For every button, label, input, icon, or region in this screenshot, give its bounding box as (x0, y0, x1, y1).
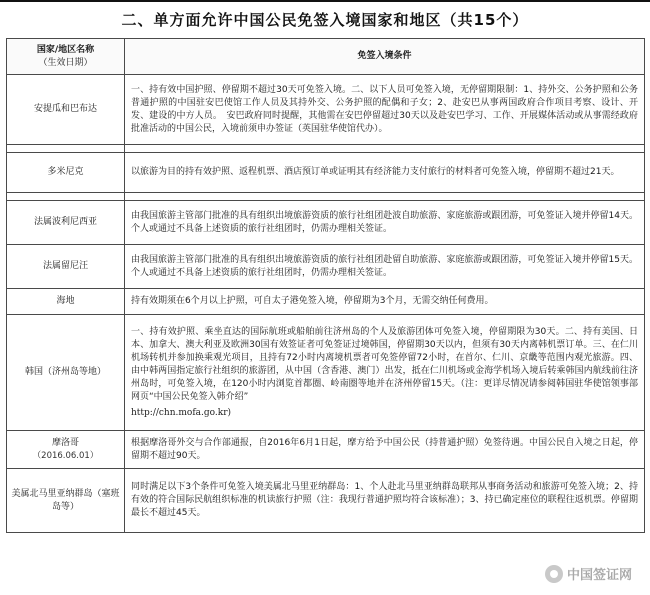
watermark (545, 564, 632, 583)
table-row (7, 201, 645, 245)
country-name: 法属留尼汪 (42, 261, 88, 271)
country-name: 海地 (56, 296, 75, 306)
country-cell (7, 469, 125, 533)
table-row (7, 469, 645, 533)
condition-text: 一、持有效护照、乘坐直达的国际航班或船舶前往济州岛的个人及旅游团体可免签入境，停留期限为30天。二、持有美国、日本、加拿大、澳大利亚及欧洲30国有效签证者可免签证过境韩国，停留期30天以内，但须有30天内离韩机票订单。三、在仁川机场转机并参加换乘观光项目，且持有72小时内离境机票者可免签停留72小时，在首尔、仁川、京畿等范围内观光旅游。四、由中韩两国指定旅行社组织的旅游团，从中国（含香港、澳门）出发，抵在仁川机场或金海学机场入境后转乘韩国内航线前往济州岛时，可免签入境，在120小时内浏览首都圈、岭南圈等地并在济州停留15天。（注：更详尽情况请参阅韩国驻华使馆领事部网页“中国公民免签入韩介绍” (131, 326, 638, 402)
country-name: 安提瓜和巴布达 (33, 104, 97, 114)
country-cell (7, 153, 125, 193)
condition-cell: 以旅游为目的持有效护照、返程机票、酒店预订单或证明其有经济能力支付旅行的材料者可免签入境，停留期不超过21天。 (125, 153, 645, 193)
effective-date: （2016.06.01） (32, 450, 99, 461)
country-name: 法属波利尼西亚 (33, 217, 97, 227)
country-cell (7, 201, 125, 245)
condition-cell: 一、持有效中国护照、停留期不超过30天可免签入境。二、以下人员可免签入境，无停留期限制：1、持外交、公务护照和公务普通护照的中国驻安巴使馆工作人员及其持外交、公务护照的配偶和子女；2、赴安巴从事两国政府合作项目考察、设计、开发、建设的中方人员。 安巴政府同时提醒，其他需在安巴停留超过30天以及赴安巴学习、工作、开展媒体活动或从事需经政府批准活动的中国公民，入境前须申办签证（英国驻华使馆代办）。 (125, 75, 645, 145)
condition-cell: 持有效期须在6个月以上护照，可自太子港免签入境，停留期为3个月，无需交纳任何费用。 (125, 289, 645, 315)
table-row (7, 315, 645, 431)
row-gap (7, 145, 645, 153)
condition-cell: 根据摩洛哥外交与合作部通报，自2016年6月1日起，摩方给予中国公民（持普通护照）免签待遇。中国公民自入境之日起，停留期不超过90天。 (125, 431, 645, 469)
condition-cell (125, 315, 645, 431)
country-cell (7, 315, 125, 431)
page-title: 二、单方面允许中国公民免签入境国家和地区（共15个） (0, 0, 650, 36)
country-name: 多米尼克 (47, 167, 84, 177)
country-name: 摩洛哥 (51, 437, 79, 448)
header-country-date: （生效日期） (38, 57, 93, 68)
country-name: 美属北马里亚纳群岛（塞班岛等） (11, 488, 120, 512)
country-cell (7, 75, 125, 145)
row-gap (7, 193, 645, 201)
table-row (7, 289, 645, 315)
condition-cell: 由我国旅游主管部门批准的具有组织出境旅游资质的旅行社组团赴留自助旅游、家庭旅游或跟团游，可免签证入境并停留15天。个人或通过不具备上述资质的旅行社组团时，仍需办理相关签证。 (125, 245, 645, 289)
table-row (7, 75, 645, 145)
country-name: 韩国（济州岛等地） (24, 367, 106, 377)
country-cell (7, 431, 125, 469)
country-cell (7, 245, 125, 289)
table-row (7, 153, 645, 193)
watermark-text: 中国签证网 (566, 568, 632, 583)
wechat-icon (545, 565, 563, 583)
header-country-name: 国家/地区名称 (36, 44, 95, 55)
table-row (7, 245, 645, 289)
visa-free-table (6, 38, 645, 533)
table-row (7, 431, 645, 469)
header-country (7, 39, 125, 75)
header-condition: 免签入境条件 (125, 39, 645, 75)
table-header-row (7, 39, 645, 75)
consulate-link[interactable]: http://chn.mofa.go.kr) (131, 407, 232, 418)
country-cell (7, 289, 125, 315)
condition-cell: 同时满足以下3个条件可免签入境美属北马里亚纳群岛：1、个人赴北马里亚纳群岛联邦从事商务活动和旅游可免签入境；2、持有效的符合国际民航组织标准的机读旅行护照（注：我现行普通护照均符合该标准）；3、持已确定座位的联程往返机票。停留期最长不超过45天。 (125, 469, 645, 533)
condition-cell: 由我国旅游主管部门批准的具有组织出境旅游资质的旅行社组团赴波自助旅游、家庭旅游或跟团游，可免签证入境并停留14天。个人或通过不具备上述资质的旅行社组团时，仍需办理相关签证。 (125, 201, 645, 245)
